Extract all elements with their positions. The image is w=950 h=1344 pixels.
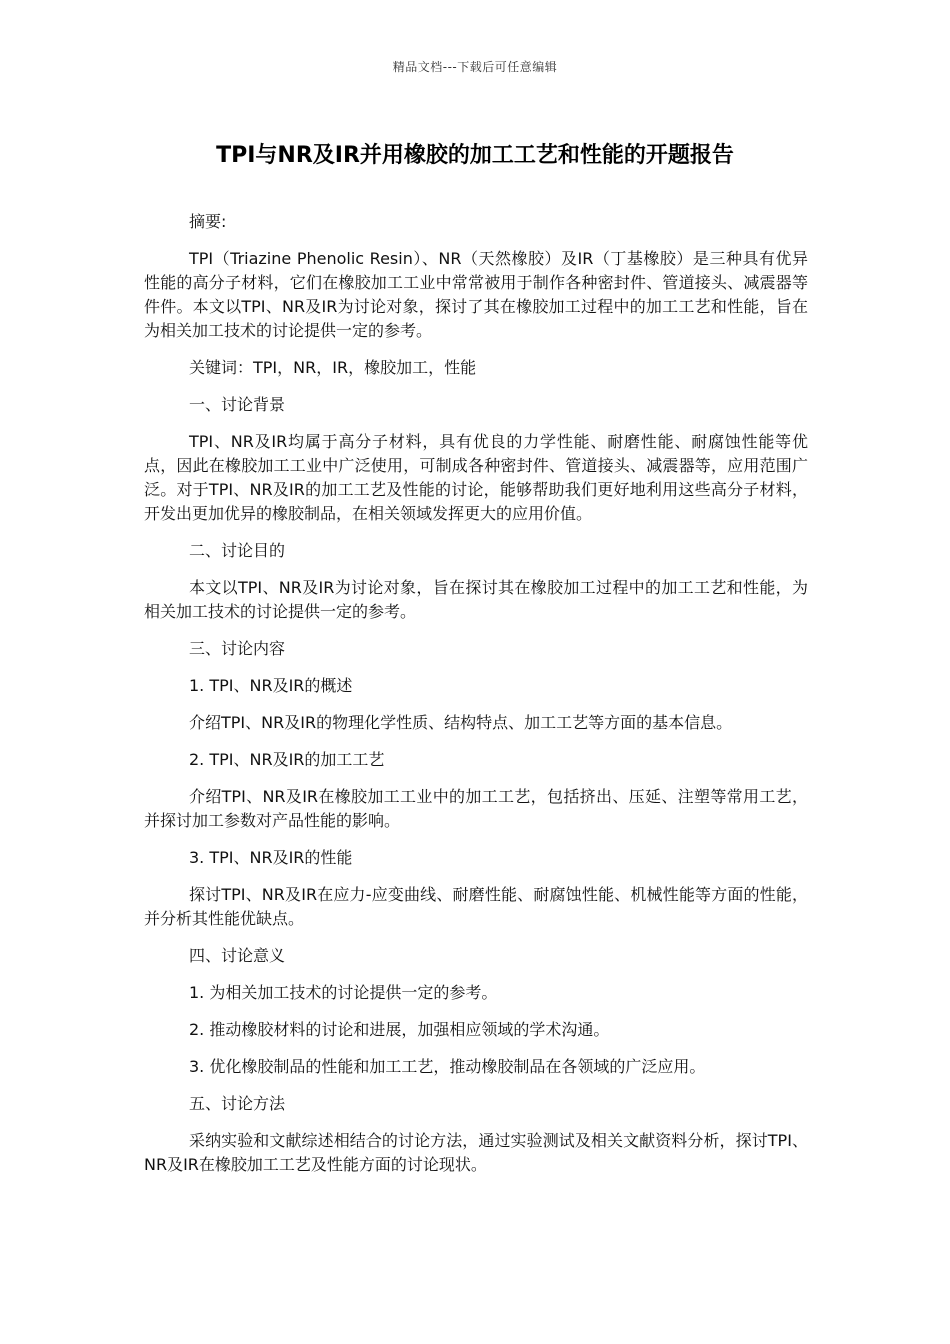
keywords-line: 关键词：TPI，NR，IR，橡胶加工，性能 [189,358,477,377]
background-paragraph: TPI、NR及IR均属于高分子材料，具有优良的力学性能、耐磨性能、耐腐蚀性能等优点，因此在橡胶加工工业中广泛使用，可制成各种密封件、管道接头、减震器等，应用范围广泛。对于TPI、NR及IR的加工工艺及性能的讨论，能够帮助我们更好地利用这些高分子材料，开发出更加优异的橡胶制品，在相关领域发挥更大的应用价值。 [144,432,808,523]
content-item-2-heading: 2. TPI、NR及IR的加工工艺 [189,750,385,769]
document-body [144,210,808,1190]
abstract-paragraph: TPI（Triazine Phenolic Resin）、NR（天然橡胶）及IR（丁基橡胶）是三种具有优异性能的高分子材料，它们在橡胶加工工业中常常被用于制作各种密封件、管道接头、减震器等件件。本文以TPI、NR及IR为讨论对象，探讨了其在橡胶加工过程中的加工工艺和性能，旨在为相关加工技术的讨论提供一定的参考。 [144,249,808,340]
significance-item-2: 2. 推动橡胶材料的讨论和进展，加强相应领域的学术沟通。 [189,1020,610,1039]
content-item-1-text: 介绍TPI、NR及IR的物理化学性质、结构特点、加工工艺等方面的基本信息。 [189,713,733,732]
significance-item-1: 1. 为相关加工技术的讨论提供一定的参考。 [189,983,498,1002]
section-heading-significance: 四、讨论意义 [189,946,286,965]
section-heading-background: 一、讨论背景 [189,395,286,414]
document-title: TPI与NR及IR并用橡胶的加工工艺和性能的开题报告 [216,143,734,168]
section-heading-purpose: 二、讨论目的 [189,541,286,560]
page-header-note: 精品文档---下载后可任意编辑 [392,60,558,74]
content-item-3-heading: 3. TPI、NR及IR的性能 [189,848,353,867]
content-item-3-text: 探讨TPI、NR及IR在应力-应变曲线、耐磨性能、耐腐蚀性能、机械性能等方面的性能，并分析其性能优缺点。 [144,885,808,928]
section-heading-content: 三、讨论内容 [189,639,286,658]
content-item-2-text: 介绍TPI、NR及IR在橡胶加工工业中的加工工艺，包括挤出、压延、注塑等常用工艺，并探讨加工参数对产品性能的影响。 [144,787,808,830]
purpose-paragraph: 本文以TPI、NR及IR为讨论对象，旨在探讨其在橡胶加工过程中的加工工艺和性能，为相关加工技术的讨论提供一定的参考。 [144,578,808,621]
method-paragraph: 采纳实验和文献综述相结合的讨论方法，通过实验测试及相关文献资料分析，探讨TPI、NR及IR在橡胶加工工艺及性能方面的讨论现状。 [144,1131,808,1174]
content-item-1-heading: 1. TPI、NR及IR的概述 [189,676,353,695]
section-heading-method: 五、讨论方法 [189,1094,286,1113]
significance-item-3: 3. 优化橡胶制品的性能和加工工艺，推动橡胶制品在各领域的广泛应用。 [189,1057,706,1076]
abstract-heading: 摘要: [189,212,227,231]
